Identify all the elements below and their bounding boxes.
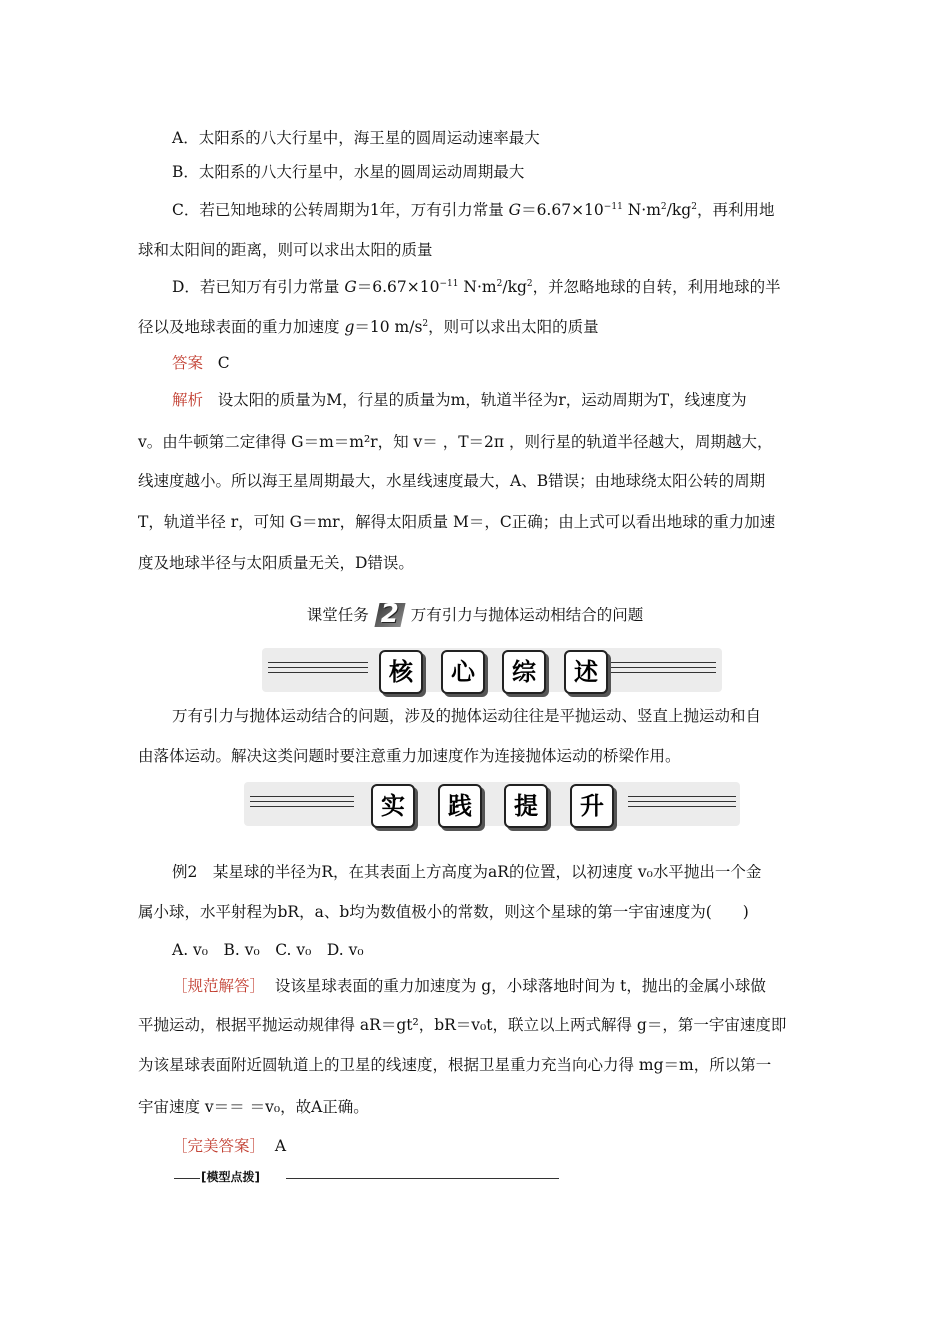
text: ，再利用地	[696, 201, 775, 219]
text: N·m	[622, 201, 661, 219]
banner-core-summary	[0, 644, 950, 696]
solution-line2: 平抛运动，根据平抛运动规律得 aR＝gt²，bR＝v₀t，联立以上两式解得 g＝，第一宇宙速度即	[138, 1016, 787, 1034]
banner-char: 心	[441, 650, 485, 694]
solution-line1	[172, 976, 766, 996]
task-number-badge	[375, 601, 405, 629]
text: /kg	[666, 201, 692, 219]
banner-char: 述	[564, 650, 608, 694]
task-number: 2	[380, 599, 399, 629]
option-d-line1	[172, 277, 781, 297]
banner-char: 践	[438, 784, 482, 828]
option-c-line1	[172, 200, 774, 220]
analysis-line2: v。由牛顿第二定律得 G＝m＝m²r，知 v＝ ，T＝2π ，则行星的轨道半径越大，周期越大，	[138, 433, 773, 451]
core-line1: 万有引力与抛体运动结合的问题，涉及的抛体运动往往是平抛运动、竖直上抛运动和自	[172, 707, 762, 725]
banner-right-rule	[606, 662, 716, 678]
analysis-line4: T，轨道半径 r，可知 G＝mr，解得太阳质量 M＝，C正确；由上式可以看出地球的重力加速	[138, 513, 776, 531]
task-title: 万有引力与抛体运动相结合的问题	[410, 606, 644, 624]
exponent: 2	[691, 202, 697, 212]
task-prefix: 课堂任务	[306, 606, 369, 624]
answer	[172, 353, 230, 373]
model-tip-divider	[174, 1170, 559, 1184]
text: 设太阳的质量为M，行星的质量为m，轨道半径为r，运动周期为T，线速度为	[217, 391, 747, 409]
symbol: g	[344, 318, 355, 336]
exponent: −11	[603, 202, 623, 212]
option-d-line2	[138, 317, 599, 337]
text: ＝6.67×10	[521, 201, 604, 219]
final-answer	[172, 1136, 286, 1156]
symbol: G	[508, 201, 522, 219]
solution-label: ［规范解答］	[172, 977, 266, 995]
final-answer-label: ［完美答案］	[172, 1137, 266, 1155]
text: ＝10 m/s	[354, 318, 423, 336]
core-line2: 由落体运动。解决这类问题时要注意重力加速度作为连接抛体运动的桥梁作用。	[138, 747, 681, 765]
exponent: 2	[660, 202, 667, 212]
text: ＝6.67×10	[356, 278, 440, 296]
example-line1: 例2 某星球的半径为R，在其表面上方高度为aR的位置，以初速度 v₀水平抛出一个金	[172, 863, 762, 881]
final-answer-value: A	[274, 1137, 287, 1155]
banner-right-rule	[628, 796, 736, 812]
text: ，则可以求出太阳的质量	[428, 318, 599, 336]
text: C．若已知地球的公转周期为1年，万有引力常量	[172, 201, 504, 219]
model-tip-label: [模型点拨]	[201, 1170, 260, 1184]
text: 设该星球表面的重力加速度为 g，小球落地时间为 t，抛出的金属小球做	[274, 977, 766, 995]
solution-line3: 为该星球表面附近圆轨道上的卫星的线速度，根据卫星重力充当向心力得 mg＝m，所以第一	[138, 1056, 772, 1074]
answer-value: C	[217, 354, 230, 372]
example-line2: 属小球，水平射程为bR，a、b均为数值极小的常数，则这个星球的第一宇宙速度为( )	[138, 903, 749, 921]
banner-char: 提	[504, 784, 548, 828]
exponent: −11	[439, 279, 459, 289]
exponent: 2	[526, 279, 533, 289]
symbol: G	[344, 278, 357, 296]
banner-left-rule	[250, 796, 354, 812]
banner-char: 综	[502, 650, 546, 694]
text: 径以及地球表面的重力加速度	[138, 318, 345, 336]
text: /kg	[502, 278, 527, 296]
task-heading	[0, 600, 950, 629]
analysis-line5: 度及地球半径与太阳质量无关，D错误。	[138, 554, 414, 572]
text: ，并忽略地球的自转，利用地球的半	[532, 278, 781, 296]
banner-practice	[0, 778, 950, 830]
analysis-line3: 线速度越小。所以海王星周期最大，水星线速度最大，A、B错误；由地球绕太阳公转的周期	[138, 472, 766, 490]
exponent: 2	[496, 279, 503, 289]
text: N·m	[458, 278, 497, 296]
example-choices: A. v₀ B. v₀ C. v₀ D. v₀	[172, 941, 364, 959]
text: D．若已知万有引力常量	[172, 278, 340, 296]
banner-left-rule	[268, 662, 368, 678]
option-a: A．太阳系的八大行星中，海王星的圆周运动速率最大	[172, 129, 540, 147]
option-b: B．太阳系的八大行星中，水星的圆周运动周期最大	[172, 163, 525, 181]
banner-char: 升	[570, 784, 614, 828]
banner-char: 核	[379, 650, 423, 694]
option-c-line2: 球和太阳间的距离，则可以求出太阳的质量	[138, 241, 433, 259]
analysis-label: 解析	[172, 391, 204, 409]
analysis-line1	[172, 390, 747, 410]
banner-char: 实	[371, 784, 415, 828]
solution-line4: 宇宙速度 v＝＝ ＝v₀，故A正确。	[138, 1098, 369, 1116]
exponent: 2	[422, 319, 429, 329]
answer-label: 答案	[172, 354, 204, 372]
